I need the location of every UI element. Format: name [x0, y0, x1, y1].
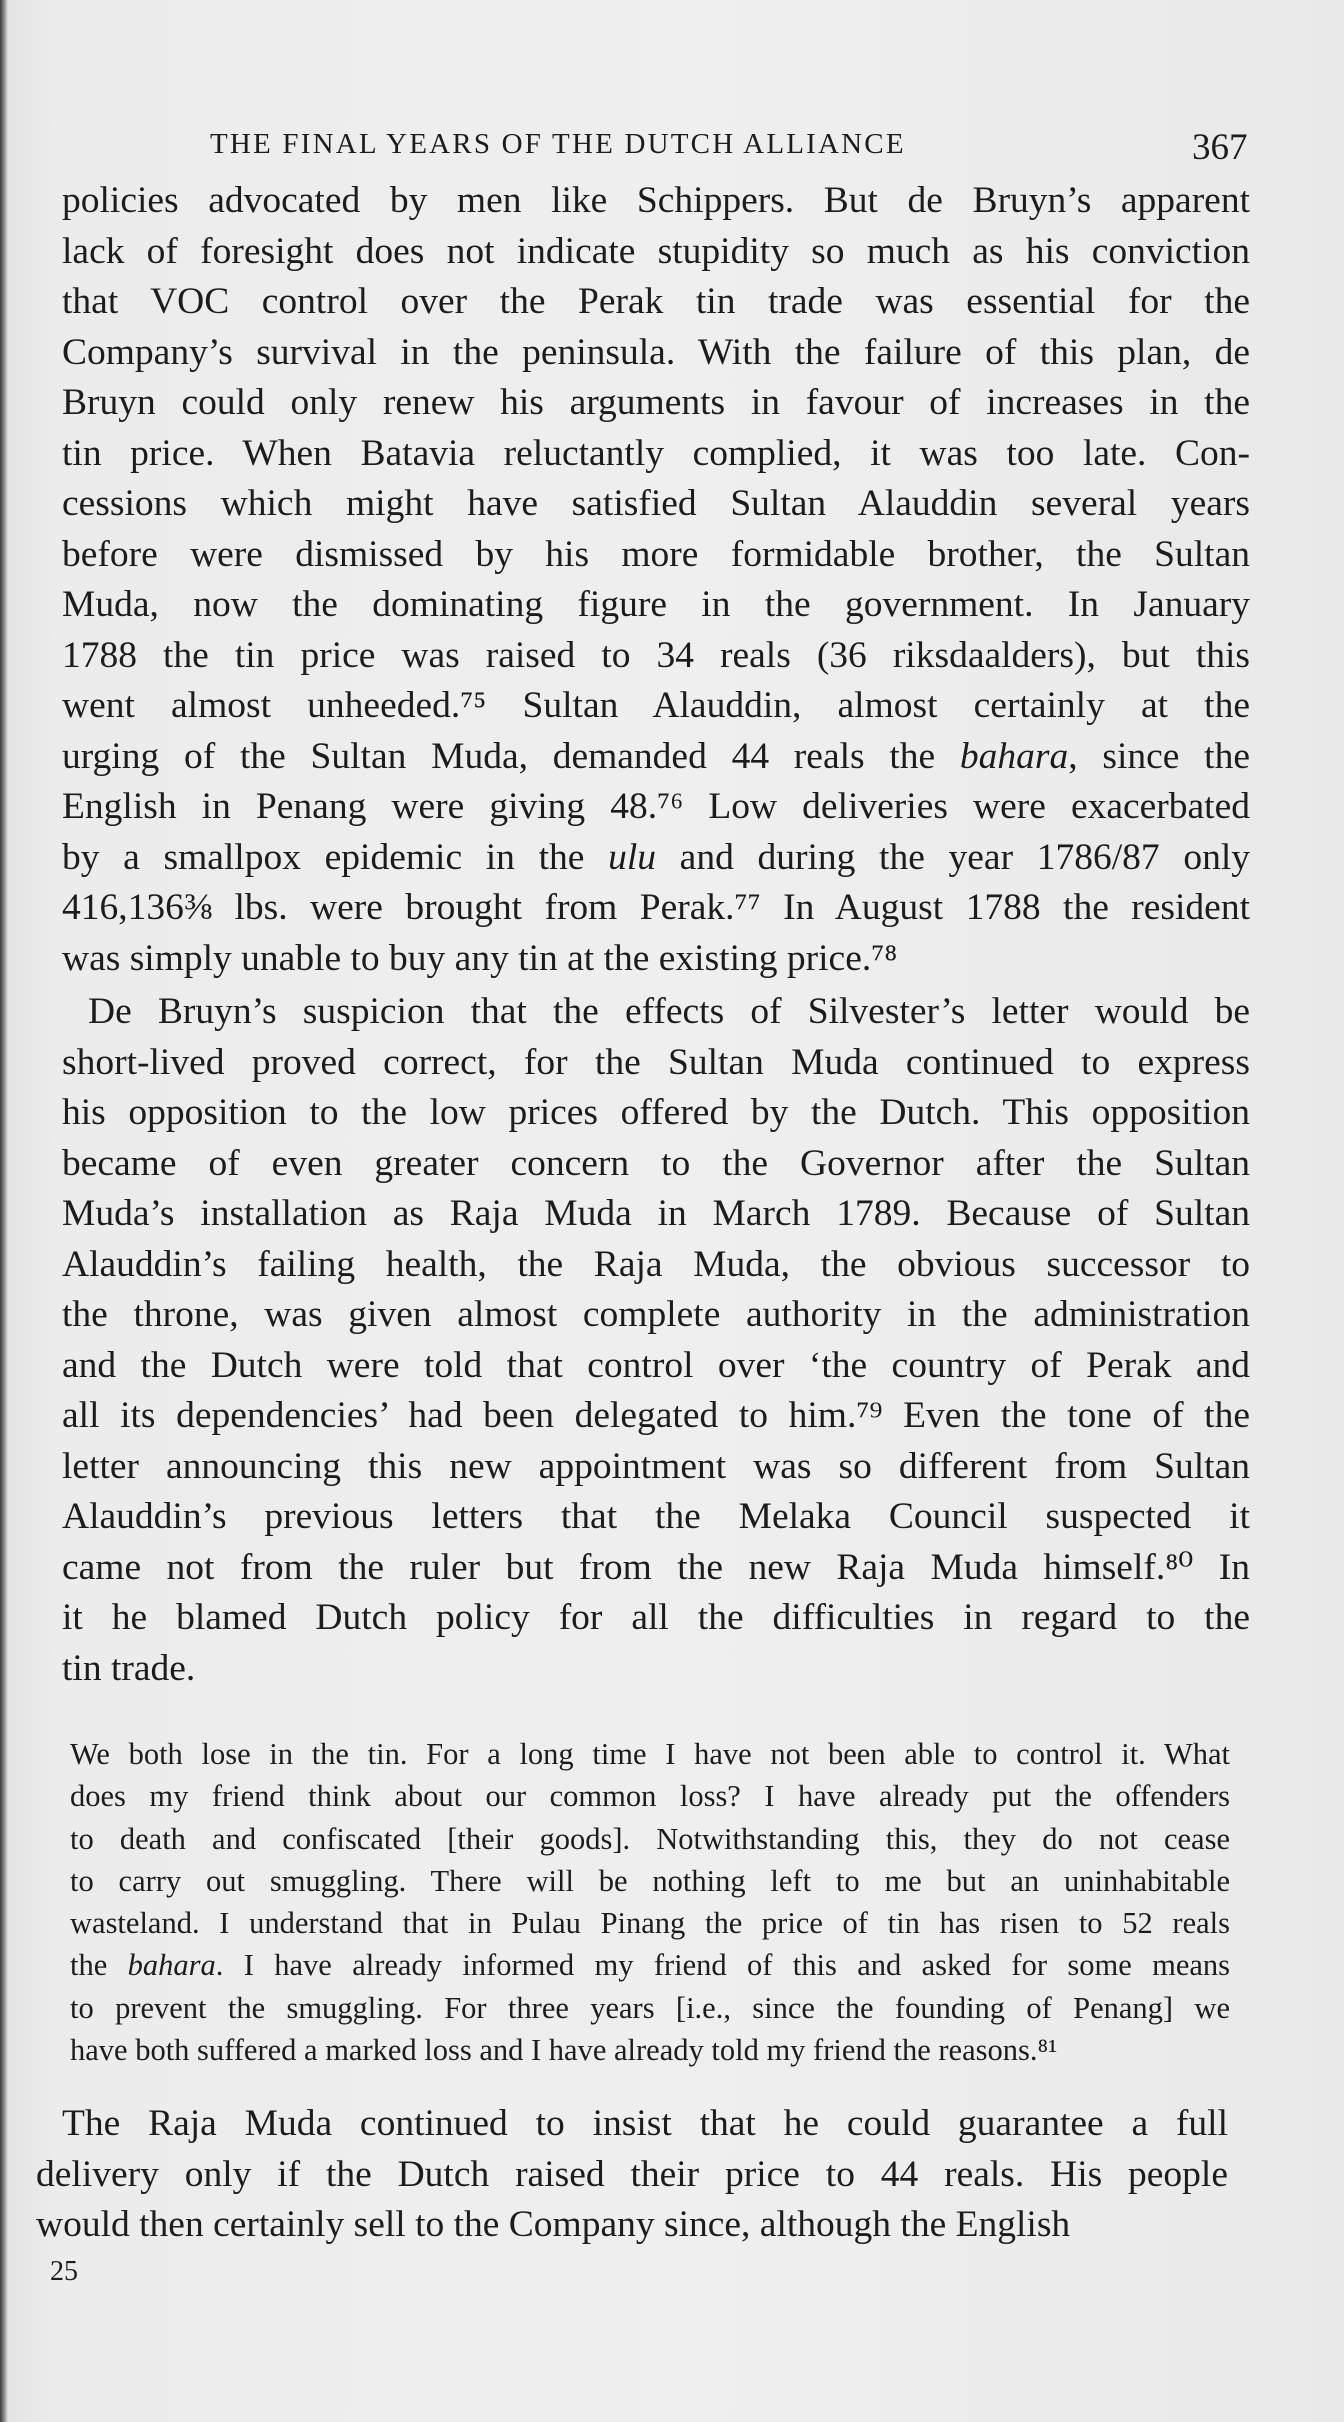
- text-line: [62, 1341, 1250, 1392]
- text-segment: The Raja Muda continued to insist that he could guarantee a full: [62, 2103, 1228, 2144]
- paragraph-1: [62, 176, 1250, 984]
- text-segment: to death and confiscated [their goods]. Notwithstanding this, they do not cease: [70, 1821, 1230, 1856]
- italic-term: ulu: [608, 836, 656, 878]
- text-line: [62, 681, 1250, 732]
- text-segment: before were dismissed by his more formidable brother, the Sultan: [62, 533, 1250, 575]
- italic-term: bahara: [127, 1948, 216, 1983]
- text-segment: to carry out smuggling. There will be nothing left to me but an uninhabitable: [70, 1863, 1230, 1898]
- text-segment: by a smallpox epidemic in the: [62, 836, 609, 878]
- text-segment: and the Dutch were told that control over ‘the country of Perak and: [62, 1344, 1250, 1386]
- text-segment: letter announcing this new appointment was so different from Sultan: [62, 1445, 1250, 1487]
- text-line: [62, 176, 1250, 227]
- text-line: [62, 479, 1250, 530]
- text-line: [62, 987, 1250, 1038]
- paragraph-3: [36, 2099, 1228, 2251]
- text-line: [62, 580, 1250, 631]
- text-line: [62, 328, 1250, 379]
- page-number: 367: [1192, 127, 1248, 168]
- text-segment: it he blamed Dutch policy for all the difficulties in regard to the: [62, 1597, 1250, 1638]
- text-segment: tin price. When Batavia reluctantly complied, it was too late. Con-: [62, 432, 1250, 474]
- text-line: [36, 2150, 1228, 2201]
- text-segment: 1788 the tin price was raised to 34 reals (36 riksdaalders), but this: [62, 634, 1250, 676]
- text-segment: came not from the ruler but from the new Raja Muda himself.⁸⁰ In: [62, 1546, 1250, 1588]
- text-segment: Company’s survival in the peninsula. With the failure of this plan, de: [62, 331, 1250, 373]
- text-segment: and during the year 1786/87 only: [656, 836, 1250, 878]
- text-line: [62, 883, 1250, 934]
- text-line: [62, 934, 1250, 985]
- text-line: [62, 1593, 1250, 1644]
- text-segment: his opposition to the low prices offered by the Dutch. This opposition: [62, 1092, 1250, 1133]
- text-segment: short-lived proved correct, for the Sultan Muda continued to express: [62, 1041, 1250, 1083]
- text-segment: became of even greater concern to the Governor after the Sultan: [62, 1142, 1250, 1184]
- text-segment: De Bruyn’s suspicion that the effects of Silvester’s letter would be: [88, 991, 1250, 1032]
- text-line: [36, 2099, 1228, 2150]
- text-line: [70, 2029, 1230, 2071]
- text-line: [62, 277, 1250, 328]
- text-segment: urging of the Sultan Muda, demanded 44 reals the: [62, 735, 960, 777]
- text-segment: English in Penang were giving 48.⁷⁶ Low deliveries were exacerbated: [62, 786, 1250, 827]
- text-segment: the throne, was given almost complete authority in the administration: [62, 1294, 1250, 1335]
- text-segment: Alauddin’s failing health, the Raja Muda, the obvious successor to: [62, 1243, 1250, 1285]
- text-segment: Alauddin’s previous letters that the Melaka Council suspected it: [62, 1496, 1250, 1537]
- text-line: [62, 1543, 1250, 1594]
- text-line: [62, 631, 1250, 682]
- text-line: [36, 2200, 1228, 2251]
- text-segment: delivery only if the Dutch raised their price to 44 reals. His people: [36, 2153, 1228, 2195]
- text-line: [70, 1902, 1230, 1944]
- signature-mark: 25: [50, 2256, 78, 2287]
- text-segment: policies advocated by men like Schippers. But de Bruyn’s apparent: [62, 180, 1250, 221]
- text-segment: would then certainly sell to the Company since, although the English: [36, 2204, 1071, 2245]
- text-segment: wasteland. I understand that in Pulau Pinang the price of tin has risen to 52 reals: [70, 1906, 1230, 1941]
- text-segment: went almost unheeded.⁷⁵ Sultan Alauddin, almost certainly at the: [62, 685, 1250, 726]
- text-segment: tin trade.: [62, 1647, 196, 1689]
- text-line: [70, 1775, 1230, 1817]
- text-line: [62, 1391, 1250, 1442]
- text-line: [62, 732, 1250, 783]
- text-segment: does my friend think about our common loss? I have already put the offenders: [70, 1779, 1230, 1814]
- text-segment: lack of foresight does not indicate stupidity so much as his conviction: [62, 230, 1250, 272]
- text-segment: Bruyn could only renew his arguments in favour of increases in the: [62, 382, 1250, 423]
- text-line: [62, 378, 1250, 429]
- text-line: [62, 227, 1250, 278]
- paragraph-2: [62, 987, 1250, 1694]
- text-line: [62, 1088, 1250, 1139]
- text-line: [70, 1944, 1230, 1986]
- text-segment: was simply unable to buy any tin at the existing price.⁷⁸: [62, 937, 898, 979]
- text-segment: that VOC control over the Perak tin trade was essential for the: [62, 281, 1250, 322]
- text-line: [62, 1492, 1250, 1543]
- text-line: [62, 1189, 1250, 1240]
- text-line: [70, 1818, 1230, 1860]
- running-head: THE FINAL YEARS OF THE DUTCH ALLIANCE: [210, 128, 906, 160]
- text-segment: cessions which might have satisfied Sultan Alauddin several years: [62, 483, 1250, 524]
- text-line: [62, 530, 1250, 581]
- text-line: [62, 1139, 1250, 1190]
- italic-term: bahara: [959, 735, 1069, 777]
- text-line: [70, 1733, 1230, 1775]
- text-line: [62, 429, 1250, 480]
- text-line: [62, 1240, 1250, 1291]
- text-line: [70, 1860, 1230, 1902]
- text-line: [62, 833, 1250, 884]
- text-line: [62, 1290, 1250, 1341]
- text-segment: We both lose in the tin. For a long time I have not been able to control it. What: [70, 1737, 1230, 1771]
- text-segment: the: [70, 1948, 128, 1983]
- text-line: [62, 1644, 1250, 1695]
- text-segment: to prevent the smuggling. For three years [i.e., since the founding of Penang] we: [70, 1990, 1230, 2025]
- text-segment: Muda, now the dominating figure in the government. In January: [62, 584, 1250, 625]
- text-line: [70, 1987, 1230, 2029]
- block-quote: [70, 1733, 1230, 2071]
- text-segment: , since the: [1068, 735, 1250, 777]
- text-line: [62, 782, 1250, 833]
- text-segment: all its dependencies’ had been delegated to him.⁷⁹ Even the tone of the: [62, 1395, 1250, 1436]
- text-segment: . I have already informed my friend of this and asked for some means: [215, 1948, 1231, 1983]
- text-segment: have both suffered a marked loss and I have already told my friend the reasons.⁸¹: [70, 2033, 1058, 2068]
- text-line: [62, 1442, 1250, 1493]
- text-segment: Muda’s installation as Raja Muda in March 1789. Because of Sultan: [62, 1193, 1250, 1234]
- text-segment: 416,136⅜ lbs. were brought from Perak.⁷⁷ In August 1788 the resident: [62, 887, 1250, 928]
- text-line: [62, 1038, 1250, 1089]
